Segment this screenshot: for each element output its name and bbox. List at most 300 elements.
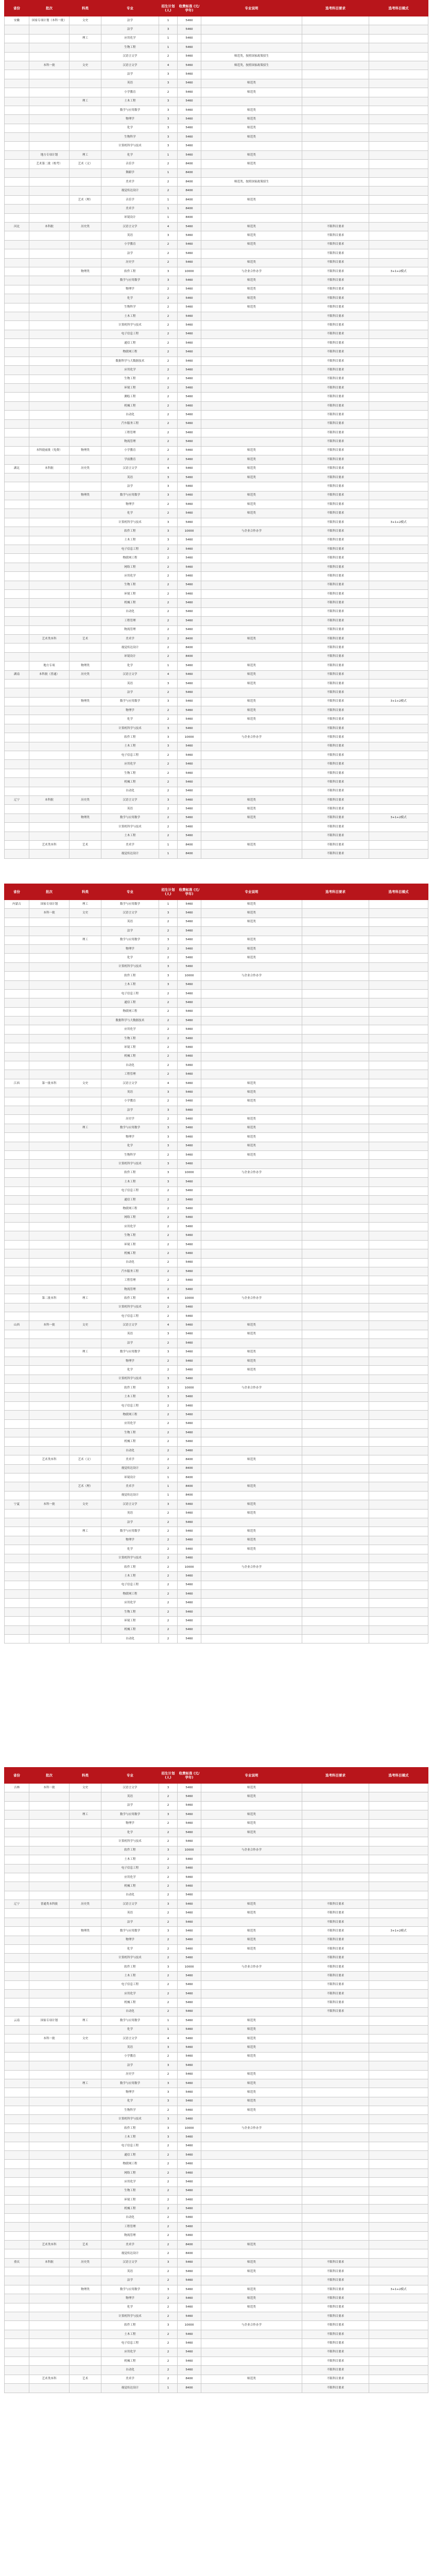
table-cell <box>70 1285 101 1294</box>
table-cell: 电子信息工程 <box>101 1864 159 1873</box>
table-cell: 不限科目要求 <box>302 2348 369 2357</box>
table-row <box>5 500 428 509</box>
table-cell <box>369 455 428 464</box>
table-cell <box>70 1276 101 1285</box>
table-cell: 师范类 <box>201 840 302 849</box>
table-cell: 2 <box>159 1545 178 1554</box>
table-cell <box>369 1178 428 1187</box>
table-cell <box>201 1303 302 1312</box>
table-cell <box>5 2330 29 2338</box>
table-cell <box>29 330 70 338</box>
table-cell: 本科批 <box>29 222 70 231</box>
table-cell <box>369 2384 428 2393</box>
table-cell <box>29 980 70 989</box>
table-cell <box>369 2312 428 2321</box>
table-cell: 理工 <box>70 1294 101 1303</box>
table-cell: 化学 <box>101 2303 159 2312</box>
table-cell <box>29 133 70 142</box>
table-cell <box>29 70 70 79</box>
table-cell <box>70 1205 101 1213</box>
table-cell: 5460 <box>178 1607 201 1616</box>
table-cell: 师范类 <box>201 1348 302 1357</box>
table-cell: 物理学 <box>101 2088 159 2097</box>
table-cell <box>29 572 70 581</box>
table-cell <box>369 1366 428 1375</box>
table-cell: 电子信息工程 <box>101 1401 159 1410</box>
table-row <box>5 998 428 1007</box>
table-cell: 1 <box>159 195 178 204</box>
table-cell: 2 <box>159 1115 178 1124</box>
table-cell: 3 <box>159 2258 178 2267</box>
table-cell <box>369 2034 428 2043</box>
table-cell <box>70 1267 101 1276</box>
table-cell <box>29 1563 70 1571</box>
table-cell <box>70 2052 101 2061</box>
table-cell: 物理学 <box>101 1357 159 1365</box>
table-cell: 2 <box>159 285 178 294</box>
table-cell: 音乐学 <box>101 160 159 168</box>
table-cell: 物流管理 <box>101 625 159 634</box>
table-cell <box>70 294 101 303</box>
table-cell <box>70 850 101 858</box>
table-cell: 5460 <box>178 769 201 777</box>
table-cell <box>302 1258 369 1267</box>
table-cell: 5460 <box>178 706 201 715</box>
table-cell: 5460 <box>178 989 201 998</box>
table-cell <box>29 339 70 348</box>
table-row <box>5 1401 428 1410</box>
table-row <box>5 1617 428 1625</box>
table-cell <box>201 2061 302 2070</box>
table-cell: 2 <box>159 2276 178 2285</box>
table-row <box>5 918 428 926</box>
table-cell <box>201 1891 302 1900</box>
table-row <box>5 1980 428 1989</box>
table-cell: 与企业合作办学 <box>201 527 302 536</box>
table-cell <box>70 1240 101 1249</box>
table-cell <box>369 1837 428 1846</box>
table-cell <box>369 2240 428 2249</box>
table-cell: 法学 <box>101 1918 159 1926</box>
table-cell <box>369 840 428 849</box>
table-cell <box>5 1419 29 1428</box>
table-cell: 5460 <box>178 303 201 312</box>
table-cell <box>70 2384 101 2393</box>
table-cell <box>5 446 29 455</box>
table-cell <box>302 1348 369 1357</box>
table-cell <box>29 536 70 545</box>
table-cell: 师范类 <box>201 1115 302 1124</box>
table-cell: 2 <box>159 554 178 563</box>
table-cell <box>29 1945 70 1954</box>
table-cell: 环境工程 <box>101 1617 159 1625</box>
table-cell <box>29 697 70 706</box>
table-cell: 本科提前批（免费） <box>29 446 70 455</box>
table-cell <box>5 1518 29 1527</box>
table-cell: 5460 <box>178 2007 201 2016</box>
table-cell: 电子信息工程 <box>101 1581 159 1589</box>
table-cell <box>369 1168 428 1177</box>
table-row <box>5 909 428 918</box>
table-cell <box>302 1846 369 1855</box>
table-cell: 不限科目要求 <box>302 1972 369 1980</box>
table-cell <box>369 70 428 79</box>
table-cell: 师范类 <box>201 715 302 724</box>
table-cell <box>201 1240 302 1249</box>
table-cell: 2 <box>159 2330 178 2338</box>
table-cell: 5460 <box>178 1784 201 1792</box>
table-cell <box>29 2133 70 2142</box>
table-cell: 5460 <box>178 1178 201 1187</box>
table-row <box>5 1375 428 1383</box>
table-cell <box>369 2195 428 2204</box>
table-cell: 5460 <box>178 482 201 491</box>
table-cell <box>369 1873 428 1882</box>
table-cell: 数学与应用数学 <box>101 900 159 909</box>
table-row <box>5 2357 428 2366</box>
table-cell: 英语 <box>101 2267 159 2276</box>
table-cell <box>369 1106 428 1114</box>
table-cell <box>29 1285 70 1294</box>
table-cell <box>201 2384 302 2393</box>
table-cell: 软件工程 <box>101 2124 159 2132</box>
table-cell <box>369 168 428 177</box>
table-cell <box>5 1124 29 1132</box>
table-cell <box>201 1518 302 1527</box>
table-cell: 5460 <box>178 1954 201 1962</box>
table-cell <box>201 357 302 365</box>
table-row <box>5 2285 428 2294</box>
table-cell <box>302 2061 369 2070</box>
table-cell <box>70 1357 101 1365</box>
table-cell: 不限科目要求 <box>302 411 369 419</box>
table-cell: 不限科目要求 <box>302 518 369 527</box>
table-cell: 5460 <box>178 2043 201 2052</box>
table-cell <box>5 1464 29 1473</box>
table-cell <box>70 401 101 410</box>
table-cell: 不限科目要求 <box>302 393 369 401</box>
table-cell: 师范类 <box>201 1936 302 1944</box>
table-cell: 2 <box>159 1150 178 1159</box>
table-cell: 不限科目要求 <box>302 670 369 679</box>
table-cell <box>5 312 29 320</box>
table-cell: 8400 <box>178 1491 201 1500</box>
table-cell <box>302 16 369 25</box>
table-cell: 2 <box>159 1936 178 1944</box>
table-cell: 3+1+2模式 <box>369 1927 428 1936</box>
table-cell: 云南 <box>5 2016 29 2025</box>
table-cell <box>369 2366 428 2375</box>
table-cell: 5460 <box>178 1016 201 1025</box>
table-cell <box>201 2366 302 2375</box>
table-cell: 汉语言文学 <box>101 2034 159 2043</box>
column-header: 专业说明 <box>201 884 302 900</box>
table-cell: 5460 <box>178 823 201 832</box>
table-cell: 不限科目要求 <box>302 563 369 571</box>
table-cell <box>369 1375 428 1383</box>
table-cell <box>201 1178 302 1187</box>
table-cell: 5460 <box>178 1554 201 1563</box>
table-cell: 5460 <box>178 1339 201 1348</box>
table-cell <box>201 1223 302 1231</box>
table-cell <box>201 742 302 751</box>
table-row <box>5 330 428 338</box>
table-cell: 2 <box>159 607 178 616</box>
table-cell: 2 <box>159 178 178 187</box>
table-cell: 艺术（理） <box>70 195 101 204</box>
table-row <box>5 1927 428 1936</box>
table-cell: 8400 <box>178 850 201 858</box>
table-cell <box>5 1007 29 1016</box>
table-cell <box>369 1061 428 1070</box>
table-cell: 不限科目要求 <box>302 850 369 858</box>
table-cell <box>369 411 428 419</box>
table-cell <box>201 989 302 998</box>
table-cell: 5460 <box>178 446 201 455</box>
table-cell: 2 <box>159 998 178 1007</box>
table-cell: 化学 <box>101 1945 159 1954</box>
table-cell <box>29 1473 70 1482</box>
table-cell: 3 <box>159 536 178 545</box>
table-cell: 5460 <box>178 1034 201 1043</box>
table-row <box>5 581 428 589</box>
table-cell: 国家专项计划（本科一批） <box>29 16 70 25</box>
table-row <box>5 1846 428 1855</box>
table-cell: 2 <box>159 2339 178 2348</box>
table-cell: 5460 <box>178 2357 201 2366</box>
table-cell <box>29 1366 70 1375</box>
table-cell: 师范类 <box>201 464 302 473</box>
table-cell <box>70 2276 101 2285</box>
table-cell: 机械工程 <box>101 1882 159 1891</box>
table-cell: 2 <box>159 1312 178 1320</box>
table-cell: 1 <box>159 213 178 222</box>
table-cell <box>70 258 101 267</box>
table-row <box>5 124 428 132</box>
table-row <box>5 814 428 822</box>
table-cell <box>201 652 302 661</box>
table-cell: 小学教育 <box>101 446 159 455</box>
table-cell <box>5 70 29 79</box>
table-cell <box>5 339 29 348</box>
table-cell: 1 <box>159 2025 178 2034</box>
table-cell <box>201 43 302 52</box>
table-cell <box>29 1240 70 1249</box>
table-cell: 2 <box>159 1401 178 1410</box>
table-cell <box>29 294 70 303</box>
table-cell: 不限科目要求 <box>302 1927 369 1936</box>
table-cell: 应用化学 <box>101 2178 159 2187</box>
table-cell <box>5 1989 29 1998</box>
table-cell <box>70 1061 101 1070</box>
table-cell <box>5 1927 29 1936</box>
table-row <box>5 1034 428 1043</box>
table-cell <box>70 1168 101 1177</box>
table-cell: 本科一批 <box>29 61 70 70</box>
table-cell: 5460 <box>178 1599 201 1607</box>
table-cell: 不限科目要求 <box>302 348 369 357</box>
table-cell <box>29 679 70 688</box>
table-cell <box>70 1607 101 1616</box>
table-cell <box>369 2339 428 2348</box>
table-cell <box>5 1195 29 1204</box>
table-cell: 不限科目要求 <box>302 795 369 804</box>
table-cell <box>5 2213 29 2222</box>
table-cell <box>369 1142 428 1150</box>
table-cell <box>201 1312 302 1320</box>
table-cell: 3 <box>159 97 178 106</box>
table-cell: 不限科目要求 <box>302 419 369 428</box>
table-cell: 自动化 <box>101 2366 159 2375</box>
table-cell: 历史学 <box>101 2070 159 2079</box>
table-cell <box>29 240 70 249</box>
table-cell: 师范类 <box>201 679 302 688</box>
table-cell: 2 <box>159 1285 178 1294</box>
table-cell <box>201 1607 302 1616</box>
table-cell: 5460 <box>178 34 201 43</box>
table-cell <box>369 1945 428 1954</box>
table-cell: 5460 <box>178 1321 201 1330</box>
table-cell <box>5 1213 29 1222</box>
table-cell <box>369 1572 428 1581</box>
table-cell <box>369 294 428 303</box>
table-cell: 不限科目要求 <box>302 339 369 348</box>
table-cell: 2 <box>159 832 178 840</box>
column-header: 招生计划 (人) <box>159 884 178 900</box>
table-cell: 5460 <box>178 697 201 706</box>
table-cell <box>5 927 29 936</box>
table-cell: 不限科目要求 <box>302 473 369 482</box>
table-cell: 不限科目要求 <box>302 222 369 231</box>
table-cell: 软件工程 <box>101 1384 159 1393</box>
table-cell: 师范类 <box>201 1088 302 1097</box>
table-cell <box>5 1267 29 1276</box>
table-row <box>5 276 428 285</box>
table-cell: 5460 <box>178 1509 201 1518</box>
table-cell <box>302 1213 369 1222</box>
table-row <box>5 1303 428 1312</box>
table-cell: 不限科目要求 <box>302 1918 369 1926</box>
table-cell: 2 <box>159 805 178 814</box>
column-header: 选考科目模式 <box>369 1768 428 1784</box>
table-cell: 师范类 <box>201 2375 302 2383</box>
table-cell <box>302 2142 369 2150</box>
table-cell <box>201 2178 302 2187</box>
table-cell <box>369 1545 428 1554</box>
table-cell: 1 <box>159 840 178 849</box>
table-row <box>5 2070 428 2079</box>
table-cell <box>201 1837 302 1846</box>
table-cell: 湖南 <box>5 670 29 679</box>
table-cell <box>369 1989 428 1998</box>
table-cell: 2 <box>159 312 178 320</box>
table-row <box>5 662 428 670</box>
table-cell <box>302 150 369 159</box>
table-row <box>5 1936 428 1944</box>
table-cell <box>369 205 428 213</box>
table-cell <box>201 962 302 971</box>
table-cell <box>29 2276 70 2285</box>
table-cell <box>201 1061 302 1070</box>
table-cell <box>5 840 29 849</box>
table-row <box>5 375 428 383</box>
table-cell: 5460 <box>178 900 201 909</box>
table-cell: 5460 <box>178 679 201 688</box>
table-row <box>5 1954 428 1962</box>
table-row <box>5 43 428 52</box>
table-cell: 5460 <box>178 2160 201 2168</box>
table-cell <box>5 249 29 258</box>
table-cell: 法学 <box>101 1801 159 1810</box>
table-cell <box>369 1097 428 1106</box>
table-cell: 2 <box>159 634 178 643</box>
table-cell <box>302 2205 369 2213</box>
table-cell <box>201 1972 302 1980</box>
table-cell: 5460 <box>178 1936 201 1944</box>
table-row <box>5 509 428 518</box>
table-cell: 5460 <box>178 1909 201 1918</box>
table-row <box>5 733 428 742</box>
table-cell: 3 <box>159 231 178 240</box>
table-cell: 5460 <box>178 106 201 114</box>
table-cell: 师范类 <box>201 1527 302 1536</box>
table-cell: 2 <box>159 1882 178 1891</box>
table-cell: 2 <box>159 1607 178 1616</box>
table-cell: 5460 <box>178 25 201 34</box>
table-cell <box>5 1828 29 1837</box>
table-cell <box>70 733 101 742</box>
table-cell: 1 <box>159 1473 178 1482</box>
table-cell: 物联网工程 <box>101 1205 159 1213</box>
table-cell: 法学 <box>101 927 159 936</box>
table-cell: 师范类 <box>201 936 302 944</box>
table-cell <box>5 536 29 545</box>
table-row <box>5 1223 428 1231</box>
table-cell <box>201 1464 302 1473</box>
table-cell <box>70 778 101 787</box>
table-row <box>5 79 428 88</box>
header-row <box>5 1 428 16</box>
table-cell: 5460 <box>178 1267 201 1276</box>
table-cell <box>5 2133 29 2142</box>
table-cell <box>5 1980 29 1989</box>
table-cell <box>29 115 70 124</box>
table-cell: 5460 <box>178 97 201 106</box>
table-row <box>5 178 428 187</box>
table-cell <box>29 509 70 518</box>
table-cell: 自动化 <box>101 1258 159 1267</box>
table-cell: 不限科目要求 <box>302 832 369 840</box>
table-cell: 物联网工程 <box>101 348 159 357</box>
table-cell: 2 <box>159 1213 178 1222</box>
table-cell: 3 <box>159 115 178 124</box>
table-cell: 汉语言文学 <box>101 52 159 61</box>
table-cell <box>201 1375 302 1383</box>
column-header: 选考科目模式 <box>369 884 428 900</box>
table-cell <box>5 303 29 312</box>
table-cell <box>29 954 70 962</box>
table-cell: 3 <box>159 1088 178 1097</box>
table-cell <box>201 384 302 393</box>
table-cell <box>5 581 29 589</box>
table-cell: 2 <box>159 1016 178 1025</box>
table-cell <box>369 1891 428 1900</box>
table-cell: 不限科目要求 <box>302 823 369 832</box>
table-cell <box>5 634 29 643</box>
table-cell: 艺术 <box>70 2240 101 2249</box>
table-cell <box>302 2034 369 2043</box>
table-cell: 师范类 <box>201 814 302 822</box>
